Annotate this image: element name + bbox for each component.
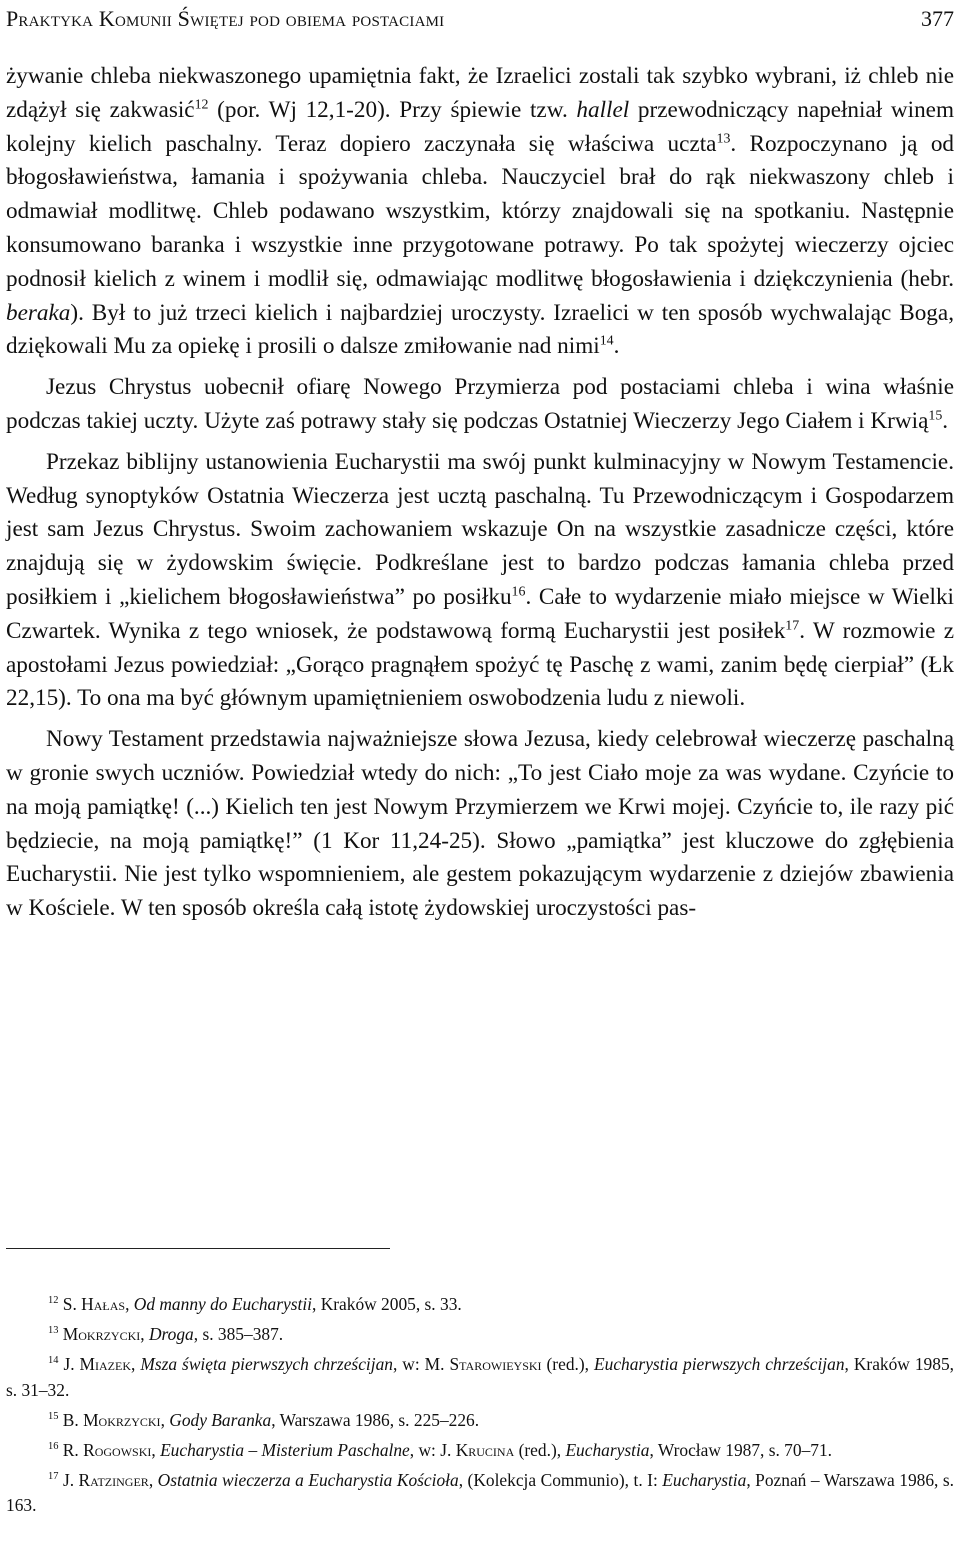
text-run: , Wrocław 1987, s. 70–71. (649, 1440, 833, 1461)
page-header (6, 6, 954, 38)
footnote-author: J. Miazek (63, 1354, 131, 1375)
text-run: , Kraków 1985, s. 31–32. (6, 1354, 954, 1400)
text-run: . Całe to wydarzenie miało miejsce w Wielki Czwartek. Wynika z tego wniosek, że podstawową formą Eucharystii jest posiłek (6, 583, 954, 644)
text-run: , (148, 1470, 158, 1491)
text-run: , Warszawa 1986, s. 225–226. (271, 1409, 480, 1430)
footnote-ref: 12 (194, 97, 209, 113)
footnote-editor: Krucina (455, 1440, 515, 1461)
footnote-author: B. Mokrzycki (62, 1409, 161, 1430)
footnote (6, 1408, 954, 1433)
footnote-ref: 14 (599, 333, 614, 349)
footnote-ref: 13 (716, 130, 731, 146)
footnote-title: Eucharystia – Misterium Paschalne (160, 1440, 410, 1461)
footnote-title: Eucharystia pierwszych chrześcijan (594, 1354, 845, 1375)
text-run: . (613, 333, 620, 360)
footnote-number: 15 (48, 1411, 59, 1423)
italic-term: beraka (6, 299, 71, 326)
footnote-editor: Starowieyski (449, 1354, 542, 1375)
text-run: Nowy Testament przedstawia najważniejsze słowa Jezusa, kiedy celebrował wieczerzę paschalną w gronie swych uczniów. Powiedział wtedy do nich: „To jest Ciało moje za was wydane. Czyńcie to na moją pamiątkę! (...) Kielich ten jest Nowym Przymierzem we Krwi mojej. Czyńcie to, ile razy pić będziecie, na moją pamiątkę!” (1 Kor 11,24-25). Słowo „pamiątka” jest kluczowe do zgłębienia Eucharystii. Nie jest tylko wspomnieniem, ale gestem pokazującym wydarzenie z dziejów zbawienia w Kościele. W ten sposób określa całą istotę żydowskiej uroczystości pas- (6, 726, 954, 922)
text-run: , (140, 1324, 149, 1345)
footnote-author: R. Rogowski (62, 1440, 152, 1461)
text-run: (red.), (541, 1354, 594, 1375)
footnote-title: Ostatnia wieczerza a Eucharystia Kościoła (157, 1470, 459, 1491)
footnote-ref: 16 (511, 584, 526, 600)
text-run: . (942, 407, 949, 434)
footnote-title: Eucharystia (565, 1440, 650, 1461)
text-run: , Poznań – Warszawa 1986, s. 163. (6, 1470, 954, 1516)
page-number: 377 (921, 6, 954, 31)
text-run: ). Był to już trzeci kielich i najbardziej uroczysty. Izraelici w ten sposób wychwalając Boga, dziękowali Mu za opiekę i prosili o dalsze zmiłowanie nad nimi (6, 299, 954, 360)
footnote-number: 17 (48, 1471, 59, 1483)
text-run: , (131, 1354, 141, 1375)
footnote (6, 1352, 954, 1402)
footnote-ref: 15 (928, 408, 943, 424)
paragraph (6, 60, 954, 364)
footnote-title: Od manny do Eucharystii (133, 1294, 312, 1314)
footnote (6, 1438, 954, 1463)
footnote-number: 12 (48, 1295, 59, 1307)
text-run: przewodniczący napełniał winem kolejny kielich paschalny. Teraz dopiero zaczynała się właściwa uczta (6, 96, 954, 157)
text-run: , w: M. (392, 1354, 450, 1375)
paragraph (6, 446, 954, 716)
document-page (6, 0, 954, 1543)
text-run: . Rozpoczynano ją od błogosławieństwa, łamania i spożywania chleba. Nauczyciel brał do rąk niekwaszony chleb i odmawiał modlitwę. Chleb podawano wszystkim, którzy znajdowali się na spotkaniu. Następnie konsumowano baranka i wszystkie inne przygotowane potrawy. Po tak spożytej wieczerzy ojciec podnosił kielich z winem i modlił się, odmawiając modlitwę błogosławienia i dziękczynienia (hebr. (6, 130, 955, 292)
footnote-title: Msza święta pierwszych chrześcijan (140, 1354, 393, 1375)
text-run: , s. 385–387. (193, 1324, 284, 1345)
text-run: żywanie chleba niekwaszonego upamiętnia fakt, że Izraelici zostali tak szybko wybrani, iż chleb nie zdążył się zakwasić (6, 63, 954, 123)
footnotes (6, 1292, 954, 1524)
text-run: (por. Wj 12,1-20). Przy śpiewie tzw. (208, 96, 577, 123)
footnote-number: 13 (48, 1325, 59, 1337)
text-run: , (125, 1294, 134, 1314)
running-title: Praktyka Komunii Świętej pod obiema postaciami (6, 6, 445, 31)
footnote-title: Droga (148, 1324, 194, 1345)
text-run: , Kraków 2005, s. 33. (312, 1294, 462, 1314)
footnote (6, 1292, 954, 1317)
paragraph (6, 371, 954, 439)
footnote-title: Gody Baranka (169, 1409, 272, 1430)
text-run: , (Kolekcja Communio), t. I: (458, 1470, 663, 1491)
footnote-ref: 17 (785, 618, 800, 634)
text-run: , w: J. (409, 1440, 456, 1461)
footnote-number: 16 (48, 1441, 59, 1453)
paragraph (6, 723, 954, 926)
italic-term: hallel (576, 96, 630, 123)
footnote-divider (6, 1248, 390, 1249)
footnote-author: Mokrzycki (62, 1324, 141, 1345)
footnote (6, 1468, 954, 1518)
footnote (6, 1322, 954, 1347)
footnote-author: J. Ratzinger (62, 1470, 149, 1491)
text-run: Przekaz biblijny ustanowienia Eucharystii ma swój punkt kulminacyjny w Nowym Testamencie. Według synoptyków Ostatnia Wieczerza jest ucztą paschalną. Tu Przewodniczącym i Gospodarzem jest sam Jezus Chrystus. Swoim zachowaniem wskazuje On na wszystkie zasadnicze części, które znajdują się w żydowskim święcie. Podkreślane jest to bardzo podczas łamania chleba przed posiłkiem i „kielichem błogosławieństwa” po posiłku (6, 448, 954, 610)
text-run: (red.), (514, 1440, 566, 1461)
text-run: . W rozmowie z apostołami Jezus powiedział: „Gorąco pragnąłem spożyć tę Paschę z wami, zanim będę cierpiał” (Łk 22,15). To ona ma być głównym upamiętnieniem oswobodzenia ludu z niewoli. (6, 617, 954, 712)
footnote-author: S. Hałas (62, 1294, 126, 1314)
text-run: , (151, 1440, 161, 1461)
footnote-title: Eucharystia (662, 1470, 747, 1491)
text-run: Jezus Chrystus uobecnił ofiarę Nowego Przymierza pod postaciami chleba i wina właśnie podczas takiej uczty. Użyte zaś potrawy stały się podczas Ostatniej Wieczerzy Jego Ciałem i Krwią (6, 374, 954, 434)
footnote-number: 14 (48, 1355, 59, 1367)
main-text (6, 60, 954, 926)
text-run: , (160, 1409, 170, 1430)
